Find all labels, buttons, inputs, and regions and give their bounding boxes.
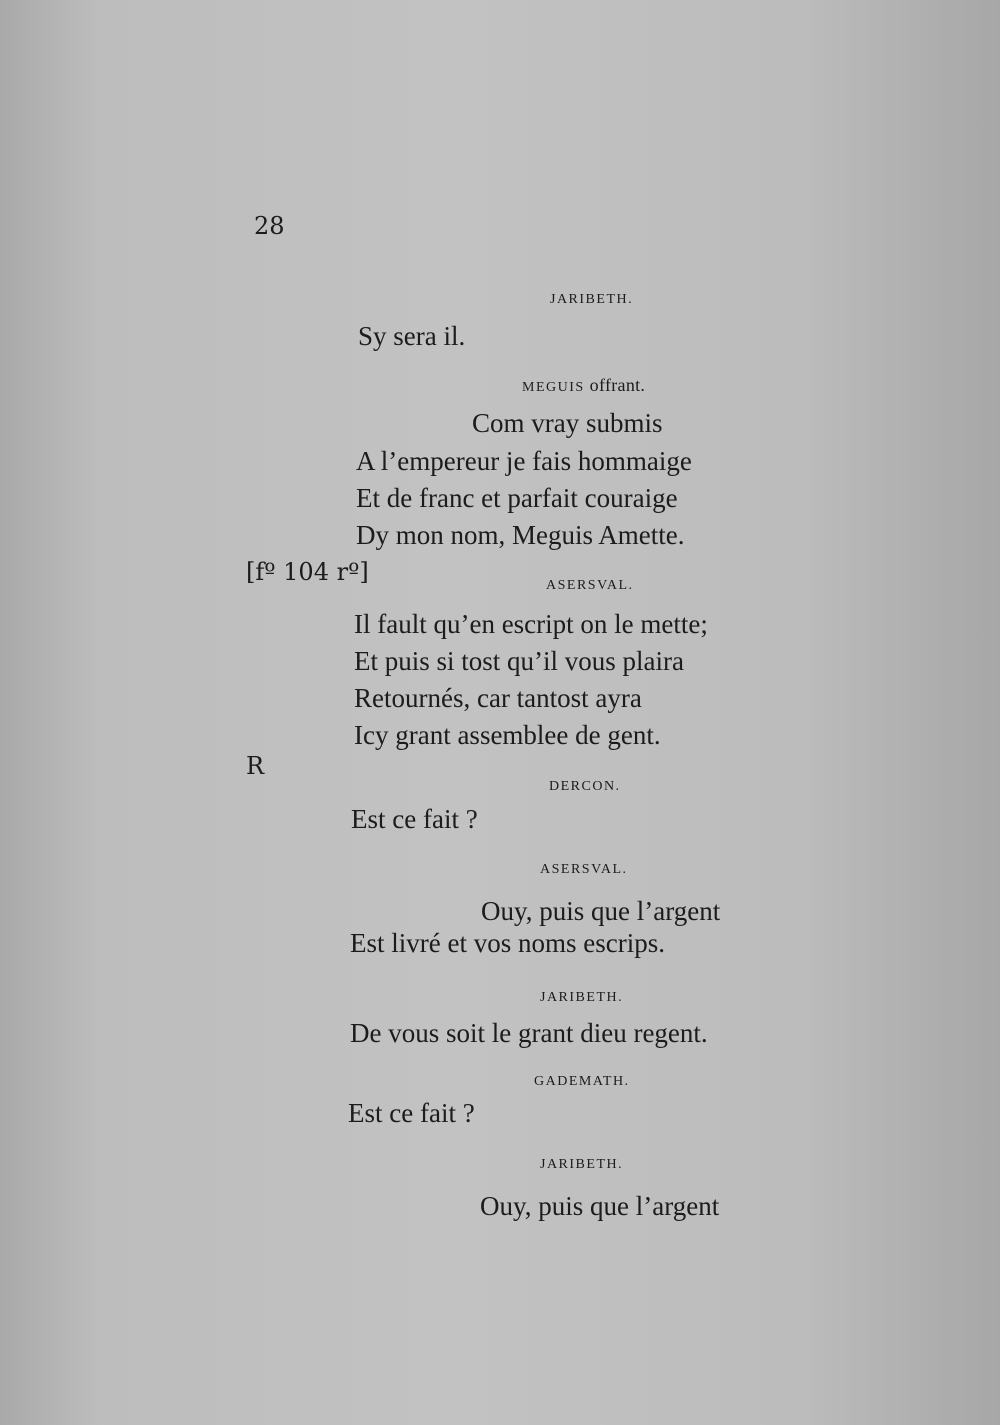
- speaker-name: MEGUIS: [522, 380, 585, 395]
- verse-line: Dy mon nom, Meguis Amette.: [356, 520, 685, 550]
- stage-direction: offrant.: [589, 375, 646, 395]
- verse-line: Est ce fait ?: [351, 804, 478, 834]
- margin-letter: R: [246, 752, 265, 780]
- verse-line: Com vray submis: [472, 408, 663, 438]
- verse-line: De vous soit le grant dieu regent.: [350, 1018, 708, 1048]
- speaker-label: JARIBETH.: [540, 990, 624, 1005]
- verse-line: Retournés, car tantost ayra: [354, 683, 642, 713]
- verse-line: Est ce fait ?: [348, 1098, 475, 1128]
- speaker-label: GADEMATH.: [534, 1074, 630, 1089]
- verse-line: Est livré et vos noms escrips.: [350, 928, 665, 958]
- verse-line: Sy sera il.: [358, 321, 466, 351]
- speaker-label: [522, 375, 645, 396]
- verse-line: Ouy, puis que l’argent: [480, 1191, 720, 1221]
- speaker-label: ASERSVAL.: [540, 862, 628, 877]
- speaker-label: JARIBETH.: [550, 292, 634, 307]
- speaker-label: ASERSVAL.: [546, 578, 634, 593]
- verse-line: A l’empereur je fais hommaige: [356, 446, 692, 476]
- speaker-label: DERCON.: [549, 779, 621, 794]
- speaker-label: JARIBETH.: [540, 1157, 624, 1172]
- folio-marker: [fº 104 rº]: [246, 558, 369, 586]
- page-number: 28: [254, 212, 285, 240]
- verse-line: Il fault qu’en escript on le mette;: [354, 609, 708, 639]
- verse-line: Icy grant assemblee de gent.: [354, 720, 661, 750]
- verse-line: Et de franc et parfait couraige: [356, 483, 678, 513]
- verse-line: Ouy, puis que l’argent: [481, 896, 721, 926]
- verse-line: Et puis si tost qu’il vous plaira: [354, 646, 684, 676]
